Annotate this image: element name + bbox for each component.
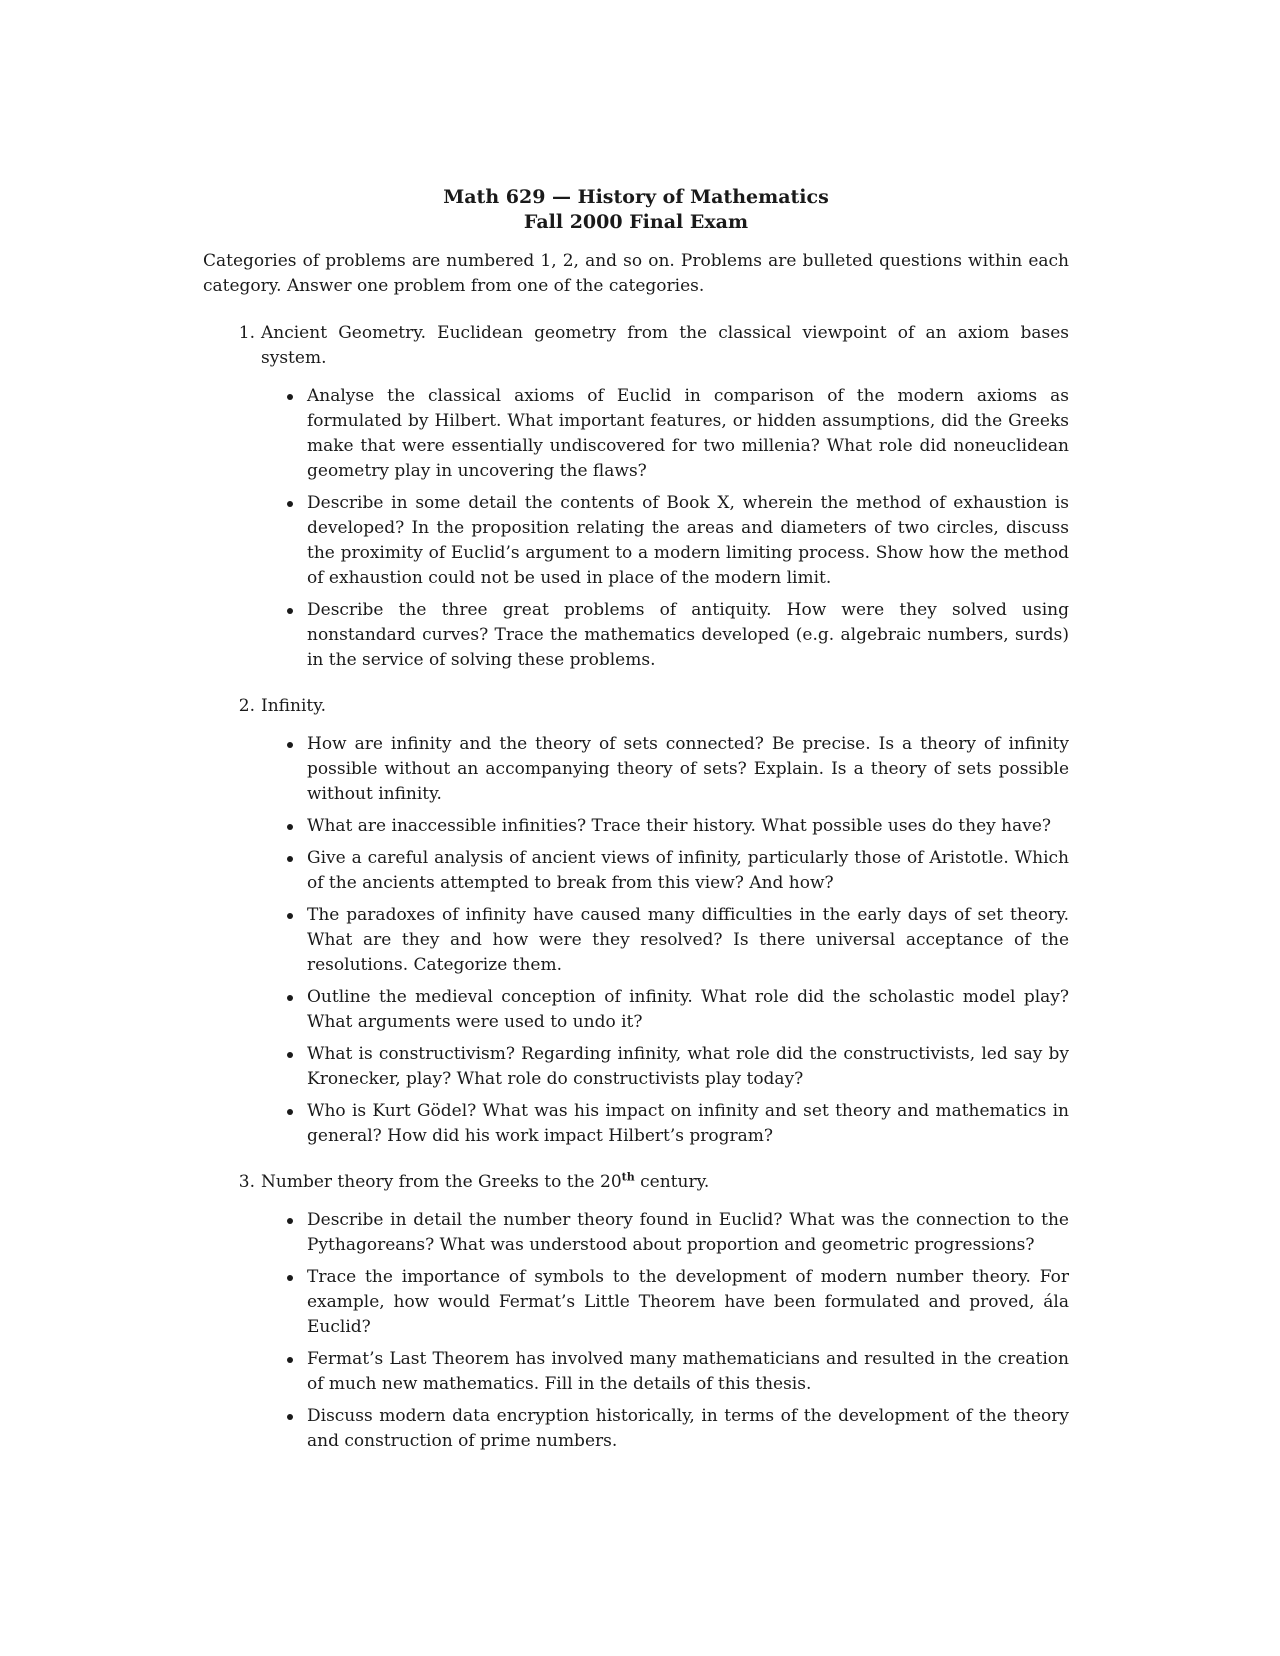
category-3	[203, 1170, 1069, 1461]
problem-text: How are infinity and the theory of sets connected? Be precise. Is a theory of infinity possible without an accompanying theory of sets? Explain. Is a theory of sets possible without infinity.	[307, 734, 1069, 804]
heading-text: Number theory from the Greeks to the 20	[261, 1172, 622, 1192]
problem-item	[307, 1265, 1069, 1340]
bullet-icon	[287, 501, 293, 507]
superscript: th	[621, 1170, 635, 1184]
problem-item	[307, 1042, 1069, 1092]
problem-item	[307, 903, 1069, 978]
category-heading: Ancient Geometry. Euclidean geometry from the classical viewpoint of an axiom bases system.	[261, 323, 1069, 368]
exam-title: Math 629 — History of Mathematics	[443, 186, 829, 208]
problem-text: Outline the medieval conception of infinity. What role did the scholastic model play? What arguments were used to undo it?	[307, 987, 1069, 1032]
bullet-icon	[287, 995, 293, 1001]
category-1	[203, 321, 1069, 680]
category-2	[203, 694, 1069, 1156]
bullet-icon	[287, 1414, 293, 1420]
bullet-icon	[287, 742, 293, 748]
problem-text: Describe in detail the number theory found in Euclid? What was the connection to the Pythagoreans? What was understood about proportion and geometric progressions?	[307, 1210, 1069, 1255]
problem-item	[307, 732, 1069, 807]
bullet-icon	[287, 824, 293, 830]
problem-text: The paradoxes of infinity have caused many difficulties in the early days of set theory. What are they and how were they resolved? Is there universal acceptance of the resolutions. Categorize them.	[307, 905, 1069, 975]
bullet-icon	[287, 1218, 293, 1224]
category-heading: Infinity.	[261, 696, 326, 716]
problem-text: Give a careful analysis of ancient views of infinity, particularly those of Aristotle. Which of the ancients attempted to break from this view? And how?	[307, 848, 1069, 893]
problem-text: Discuss modern data encryption historically, in terms of the development of the theory and construction of prime numbers.	[307, 1406, 1069, 1451]
problem-text: Fermat’s Last Theorem has involved many mathematicians and resulted in the creation of much new mathematics. Fill in the details of this thesis.	[307, 1349, 1069, 1394]
problem-item	[307, 384, 1069, 484]
bullet-icon	[287, 394, 293, 400]
problem-list	[261, 384, 1069, 673]
problem-text: Trace the importance of symbols to the development of modern number theory. For example, how would Fermat’s Little Theorem have been formulated and proved, ála Euclid?	[307, 1267, 1069, 1337]
problem-list	[261, 1208, 1069, 1454]
category-number: 1.	[238, 323, 255, 343]
problem-text: Who is Kurt Gödel? What was his impact on infinity and set theory and mathematics in general? How did his work impact Hilbert’s program?	[307, 1101, 1069, 1146]
heading-text: century.	[634, 1172, 710, 1192]
problem-item	[307, 491, 1069, 591]
bullet-icon	[287, 856, 293, 862]
problem-item	[307, 598, 1069, 673]
bullet-icon	[287, 913, 293, 919]
bullet-icon	[287, 1052, 293, 1058]
problem-text: What is constructivism? Regarding infinity, what role did the constructivists, led say by Kronecker, play? What role do constructivists play today?	[307, 1044, 1069, 1089]
problem-item	[307, 985, 1069, 1035]
category-heading	[261, 1170, 1069, 1195]
bullet-icon	[287, 1275, 293, 1281]
problem-text: Describe in some detail the contents of Book X, wherein the method of exhaustion is developed? In the proposition relating the areas and diameters of two circles, discuss the proximity of Euclid’s argument to a modern limiting process. Show how the method of exhaustion could not be used in place of the modern limit.	[307, 493, 1069, 588]
category-body	[261, 321, 1069, 680]
problem-item	[307, 1208, 1069, 1258]
instructions: Categories of problems are numbered 1, 2, and so on. Problems are bulleted questions within each category. Answer one problem from one of the categories.	[203, 251, 1069, 296]
problem-text: Describe the three great problems of antiquity. How were they solved using nonstandard curves? Trace the mathematics developed (e.g. algebraic numbers, surds) in the service of solving these problems.	[307, 600, 1069, 670]
bullet-icon	[287, 1109, 293, 1115]
bullet-icon	[287, 1357, 293, 1363]
bullet-icon	[287, 608, 293, 614]
exam-subtitle: Fall 2000 Final Exam	[523, 211, 749, 233]
category-body	[261, 1170, 1069, 1461]
category-number: 2.	[238, 696, 255, 716]
category-body	[261, 694, 1069, 1156]
category-number: 3.	[238, 1172, 255, 1192]
title-block	[203, 185, 1069, 235]
problem-item	[307, 814, 1069, 839]
problem-list	[261, 732, 1069, 1149]
problem-item	[307, 1404, 1069, 1454]
exam-page	[203, 185, 1069, 1475]
problem-item	[307, 846, 1069, 896]
problem-text: What are inaccessible infinities? Trace their history. What possible uses do they have?	[307, 816, 1052, 836]
problem-text: Analyse the classical axioms of Euclid in comparison of the modern axioms as formulated by Hilbert. What important features, or hidden assumptions, did the Greeks make that were essentially undiscovered for two millenia? What role did noneuclidean geometry play in uncovering the flaws?	[307, 386, 1069, 481]
problem-item	[307, 1099, 1069, 1149]
problem-item	[307, 1347, 1069, 1397]
